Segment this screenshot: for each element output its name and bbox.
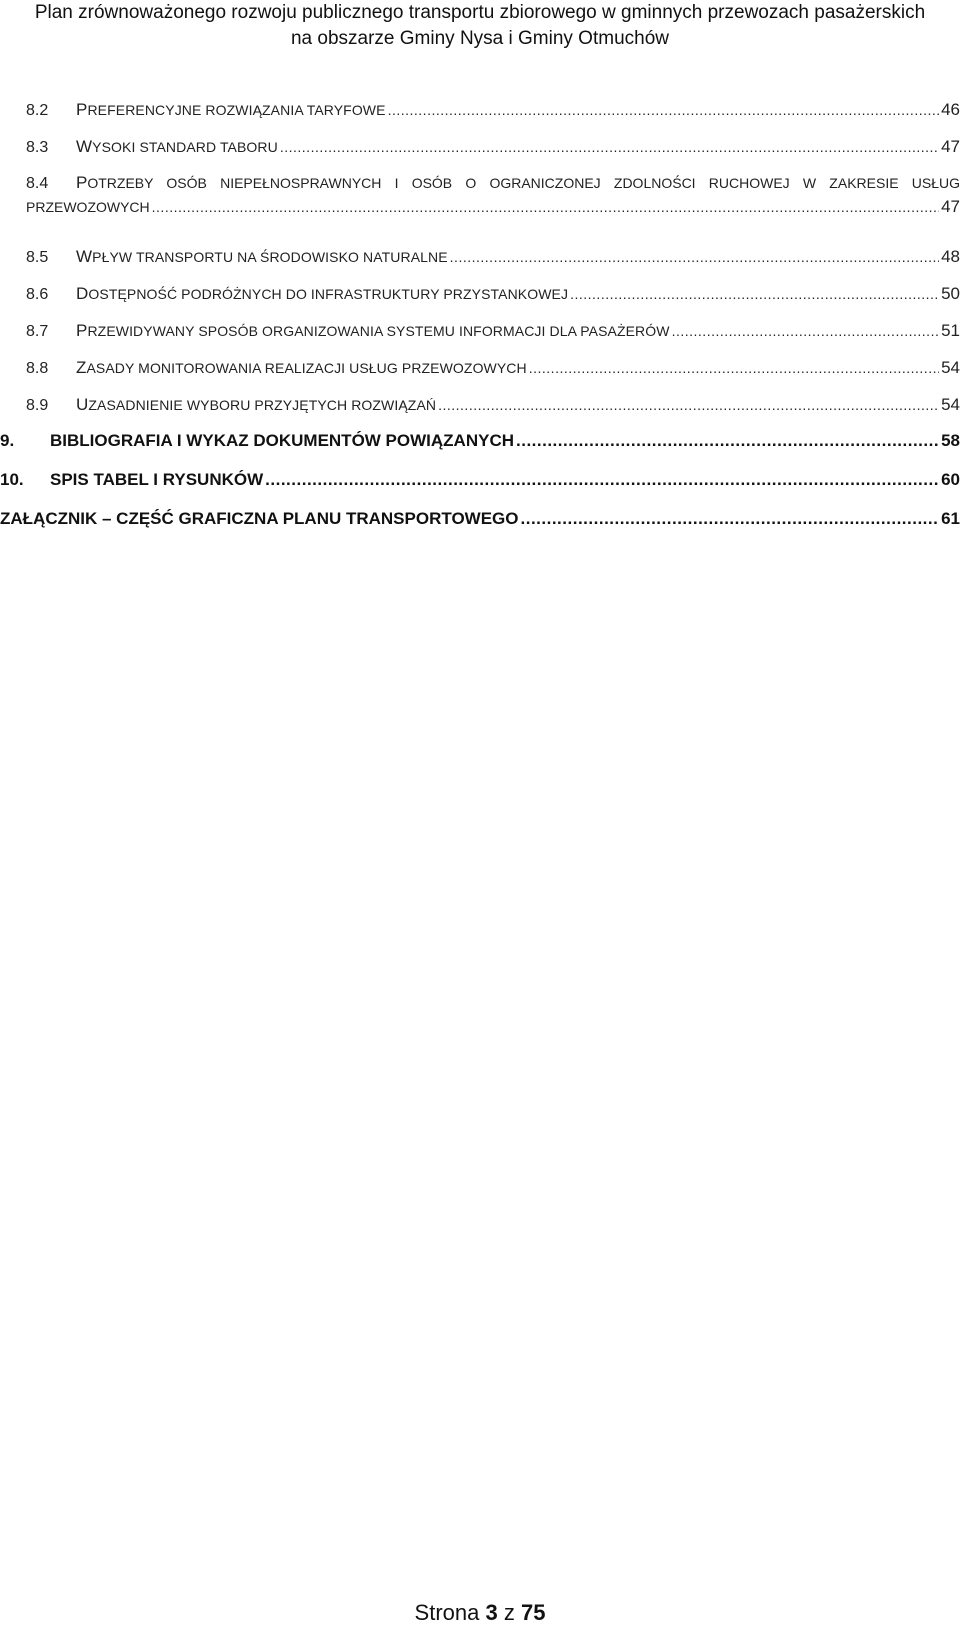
page-header <box>0 0 960 52</box>
toc-page-number: 50 <box>941 284 960 303</box>
toc-entry-9[interactable] <box>0 431 960 451</box>
toc-page-number: 58 <box>941 431 960 450</box>
toc-entry-8-4[interactable] <box>26 173 960 217</box>
toc-number: 9. <box>0 431 15 450</box>
toc-leader <box>529 360 939 376</box>
toc-title: DOSTĘPNOŚĆ PODRÓŻNYCH DO INFRASTRUKTURY PRZYSTANKOWEJ <box>76 284 569 303</box>
toc-title: UZASADNIENIE WYBORU PRZYJĘTYCH ROZWIĄZAŃ <box>76 395 437 414</box>
toc-page-number: 54 <box>941 395 960 414</box>
toc-number: 8.5 <box>26 249 49 266</box>
toc-title: WPŁYW TRANSPORTU NA ŚRODOWISKO NATURALNE <box>76 247 448 266</box>
footer-total-pages: 75 <box>520 1600 546 1625</box>
toc-entry-zalacznik[interactable] <box>0 509 960 529</box>
toc-leader <box>672 323 940 339</box>
toc-entry-8-6[interactable] <box>26 284 960 304</box>
toc-page-number: 51 <box>941 321 960 340</box>
footer-prefix: Strona <box>414 1600 480 1625</box>
toc-page-number: 47 <box>941 137 960 156</box>
toc-entry-8-2[interactable] <box>26 100 960 120</box>
toc-title: WYSOKI STANDARD TABORU <box>76 137 278 156</box>
toc-leader <box>516 431 939 451</box>
toc-leader <box>450 249 939 265</box>
toc-number: 8.7 <box>26 323 49 340</box>
toc-title: ZAŁĄCZNIK – CZĘŚĆ GRAFICZNA PLANU TRANSPORTOWEGO <box>0 509 519 528</box>
toc-title-continuation: PRZEWOZOWYCH <box>26 199 150 215</box>
toc-number: 8.8 <box>26 360 49 377</box>
toc-title: ZASADY MONITOROWANIA REALIZACJI USŁUG PRZEWOZOWYCH <box>76 358 527 377</box>
toc-page-number: 46 <box>941 100 960 119</box>
toc-leader <box>152 199 939 215</box>
footer-current-page: 3 <box>485 1600 498 1625</box>
header-line-1: Plan zrównoważonego rozwoju publicznego transportu zbiorowego w gminnych przewozach pasażerskich <box>34 2 926 23</box>
toc-entry-8-3[interactable] <box>26 137 960 157</box>
toc-leader <box>388 102 940 118</box>
toc-number: 10. <box>0 470 24 489</box>
header-line-2: na obszarze Gminy Nysa i Gminy Otmuchów <box>290 28 669 49</box>
toc-page-number: 61 <box>941 509 960 528</box>
toc-entry-10[interactable] <box>0 470 960 490</box>
toc-leader <box>521 509 940 529</box>
toc-entry-8-8[interactable] <box>26 358 960 378</box>
toc-number: 8.9 <box>26 397 49 414</box>
toc-leader <box>570 286 939 302</box>
toc-number: 8.4 <box>26 175 49 192</box>
toc-leader <box>265 470 939 490</box>
page-footer <box>0 1600 960 1626</box>
footer-middle: z <box>503 1600 515 1625</box>
toc-number: 8.3 <box>26 139 49 156</box>
toc-page-number: 47 <box>941 197 960 216</box>
toc-entry-8-5[interactable] <box>26 247 960 267</box>
toc-title: PREFERENCYJNE ROZWIĄZANIA TARYFOWE <box>76 100 386 119</box>
toc-page-number: 60 <box>941 470 960 489</box>
toc-page-number: 48 <box>941 247 960 266</box>
toc-title: PRZEWIDYWANY SPOSÓB ORGANIZOWANIA SYSTEMU INFORMACJI DLA PASAŻERÓW <box>76 321 670 340</box>
toc-page-number: 54 <box>941 358 960 377</box>
toc-entry-8-7[interactable] <box>26 321 960 341</box>
toc-number: 8.6 <box>26 286 49 303</box>
toc-entry-8-9[interactable] <box>26 395 960 415</box>
toc-leader <box>438 397 939 413</box>
toc-title: POTRZEBY OSÓB NIEPEŁNOSPRAWNYCH I OSÓB O OGRANICZONEJ ZDOLNOŚCI RUCHOWEJ W ZAKRESIE USŁUG <box>76 173 960 192</box>
toc-title: SPIS TABEL I RYSUNKÓW <box>50 470 264 489</box>
toc-leader <box>280 139 939 155</box>
toc-title: BIBLIOGRAFIA I WYKAZ DOKUMENTÓW POWIĄZANYCH <box>50 431 514 450</box>
toc-number: 8.2 <box>26 102 49 119</box>
